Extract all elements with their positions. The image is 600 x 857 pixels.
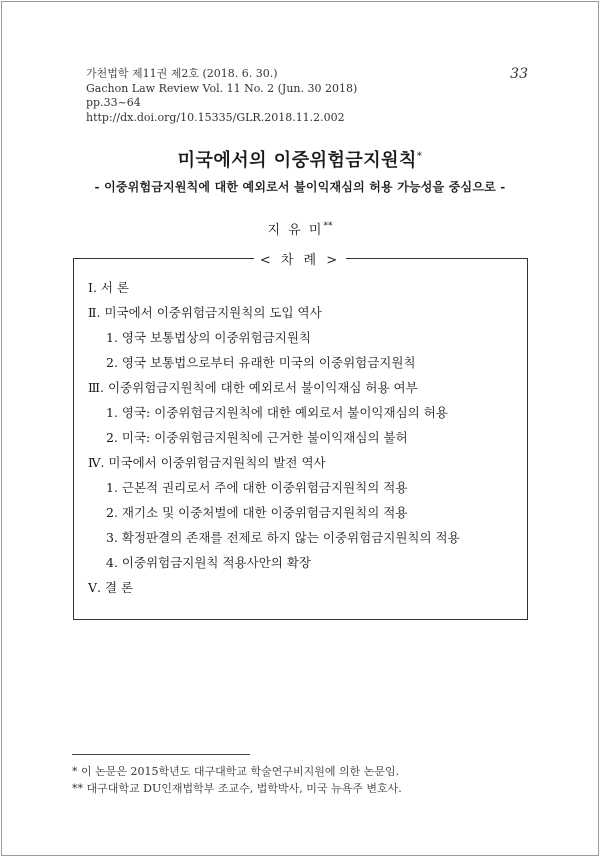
toc-heading-text: < 차 례 > [254,249,346,268]
toc-item: 2. 영국 보통법으로부터 유래한 미국의 이중위험금지원칙 [106,355,416,370]
doi-link[interactable]: http://dx.doi.org/10.15335/GLR.2018.11.2.002 [86,110,345,124]
footnote-1: * 이 논문은 2015학년도 대구대학교 학술연구비지원에 의한 논문임. [72,765,400,778]
toc-item: Ⅳ. 미국에서 이중위험금지원칙의 발전 역사 [88,455,326,470]
toc-item: Ⅱ. 미국에서 이중위험금지원칙의 도입 역사 [88,305,322,320]
page-range: pp.33~64 [86,96,141,109]
author [0,219,600,238]
toc-item: 2. 재기소 및 이중처벌에 대한 이중위험금지원칙의 적용 [106,505,408,520]
author-footnote-mark: ** [323,221,333,232]
toc-item: 1. 영국: 이중위험금지원칙에 대한 예외로서 불이익재심의 허용 [106,405,448,420]
title-footnote-mark: * [416,151,423,162]
paper-subtitle: - 이중위험금지원칙에 대한 예외로서 불이익재심의 허용 가능성을 중심으로 - [94,180,506,194]
footnote-2: ** 대구대학교 DU인재법학부 조교수, 법학박사, 미국 뉴욕주 변호사. [72,782,402,795]
toc-item: 1. 영국 보통법상의 이중위험금지원칙 [106,330,311,345]
author-name: 지 유 미 [267,223,324,238]
toc-item: 3. 확정판결의 존재를 전제로 하지 않는 이중위험금지원칙의 적용 [106,530,460,545]
toc-item: Ⅰ. 서 론 [88,280,130,295]
journal-header [86,67,357,125]
toc-heading [0,249,600,268]
paper-title-text: 미국에서의 이중위험금지원칙 [177,150,417,171]
paper-title [0,146,600,172]
toc-item: 4. 이중위험금지원칙 적용사안의 확장 [106,555,311,570]
page-number: 33 [510,66,528,82]
toc-item: 2. 미국: 이중위험금지원칙에 근거한 불이익재심의 불허 [106,430,408,445]
toc-item: 1. 근본적 권리로서 주에 대한 이중위험금지원칙의 적용 [106,480,408,495]
journal-name-korean: 가천법학 제11권 제2호 (2018. 6. 30.) [86,67,278,80]
toc-item: Ⅴ. 결 론 [88,580,134,595]
journal-name-english: Gachon Law Review Vol. 11 No. 2 (Jun. 30 2018) [86,81,358,95]
toc-item: Ⅲ. 이중위험금지원칙에 대한 예외로서 불이익재심 허용 여부 [88,380,418,395]
footnote-divider [72,754,250,755]
